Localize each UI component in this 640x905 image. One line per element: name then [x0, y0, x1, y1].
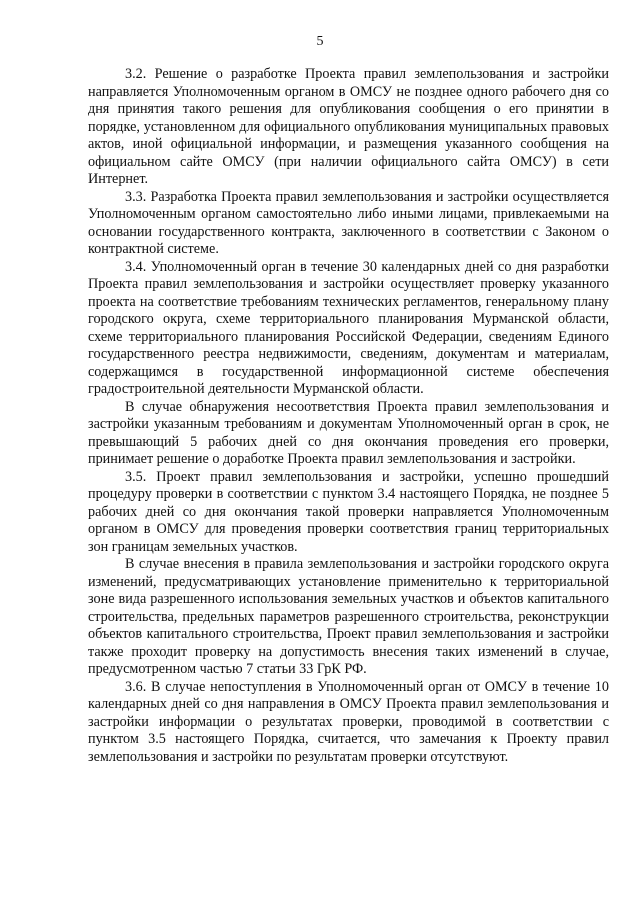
paragraph-3-3: 3.3. Разработка Проекта правил землепользования и застройки осуществляется Уполномоченным органом самостоятельно либо иными лицами, привлекаемыми на основании государственного контракта, заключенного в соответствии с Законом о контрактной системе.: [88, 188, 609, 257]
paragraph-3-2: 3.2. Решение о разработке Проекта правил землепользования и застройки направляется Уполномоченным органом в ОМСУ не позднее одного рабочего дня со дня принятия такого решения для опубликования сообщения о его принятии в порядке, установленном для официального опубликования муниципальных правовых актов, иной официальной информации, и размещения указанного сообщения на официальном сайте ОМСУ (при наличии официального сайта ОМСУ) в сети Интернет.: [88, 66, 609, 187]
paragraph-3-4: 3.4. Уполномоченный орган в течение 30 календарных дней со дня разработки Проекта правил землепользования и застройки осуществляет проверку указанного проекта на соответствие требованиям технических регламентов, генеральному плану городского округа, схеме территориального планирования Мурманской области, схеме территориального планирования Российской Федерации, сведениям Единого государственного реестра недвижимости, сведениям, документам и материалам, содержащимся в государственной информационной системе обеспечения градостроительной деятельности Мурманской области.: [88, 258, 609, 397]
paragraph-3-4-mismatch: В случае обнаружения несоответствия Проекта правил землепользования и застройки указанным требованиям и документам Уполномоченный орган в срок, не превышающий 5 рабочих дней со дня окончания проведения его проверки, принимает решение о доработке Проекта правил землепользования и застройки.: [88, 398, 609, 467]
paragraph-3-5: 3.5. Проект правил землепользования и застройки, успешно прошедший процедуру проверки в соответствии с пунктом 3.4 настоящего Порядка, не позднее 5 рабочих дней со дня окончания такой проверки направляется Уполномоченным органом в ОМСУ для проведения проверки соответствия границ территориальных зон границам земельных участков.: [88, 468, 609, 555]
page-number: 5: [316, 34, 324, 49]
document-body: [88, 66, 609, 766]
paragraph-3-6: 3.6. В случае непоступления в Уполномоченный орган от ОМСУ в течение 10 календарных дней со дня направления в ОМСУ Проекта правил землепользования и застройки информации о результатах проверки, проводимой в соответствии с пунктом 3.5 настоящего Порядка, считается, что замечания к Проекту правил землепользования и застройки по результатам проверки отсутствуют.: [88, 678, 609, 765]
paragraph-3-5-amendments: В случае внесения в правила землепользования и застройки городского округа изменений, предусматривающих установление применительно к территориальной зоне вида разрешенного использования земельных участков и объектов капитального строительства, предельных параметров разрешенного строительства, реконструкции объектов капитального строительства, Проект правил землепользования и застройки также проходит проверку на допустимость внесения таких изменений в случае, предусмотренном частью 7 статьи 33 ГрК РФ.: [88, 556, 609, 677]
